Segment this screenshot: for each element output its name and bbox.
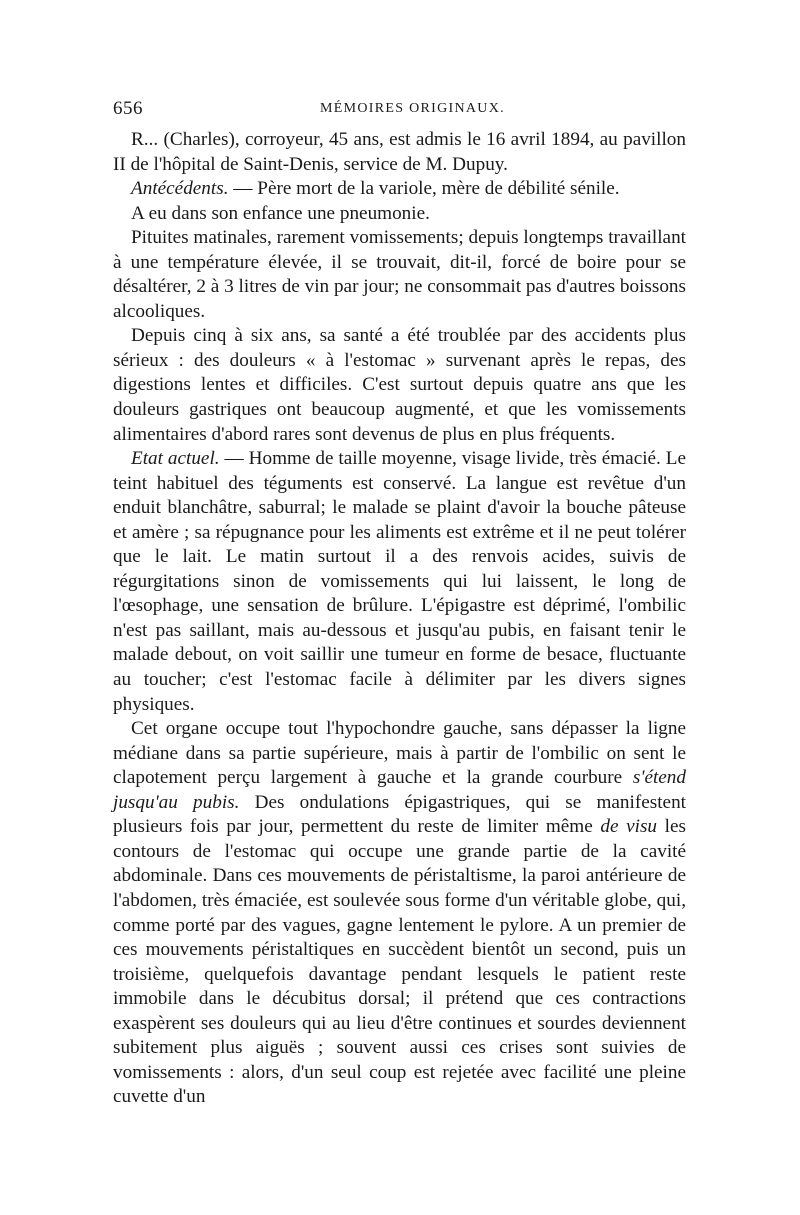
running-title: MÉMOIRES ORIGINAUX. xyxy=(320,101,505,116)
paragraph-text: Des ondulations épigastriques, qui se manifestent plusieurs fois par jour, permettent du reste de limiter même xyxy=(113,791,686,838)
paragraph-text: Pituites matinales, rarement vomissements; depuis longtemps travaillant à une température élevée, il se trouvait, dit-il, forcé de boire pour se désaltérer, 2 à 3 litres de vin par jour; ne consommait pas d'autres boissons alcooliques. xyxy=(113,227,686,322)
paragraph-text: R... (Charles), corroyeur, 45 ans, est admis le 16 avril 1894, au pavillon II de l'hôpital de Saint-Denis, service de M. Dupuy. xyxy=(113,129,686,175)
paragraph-text: Cet organe occupe tout l'hypochondre gauche, sans dépasser la ligne médiane dans sa partie supérieure, mais à partir de l'ombilic on sent le clapotement perçu largement à gauche et la grande courbure xyxy=(113,718,686,789)
emphasis-pubis: s'étend jusqu'au pubis. xyxy=(113,767,686,813)
paragraph-text: A eu dans son enfance une pneumonie. xyxy=(131,202,430,224)
paragraph-current-state xyxy=(113,447,686,717)
paragraph-stomach xyxy=(113,717,686,1110)
paragraph-text: — Père mort de la variole, mère de débilité sénile. xyxy=(228,178,620,200)
paragraph-text: les contours de l'estomac qui occupe une grande partie de la cavité abdominale. Dans ces mouvements de péristaltisme, la paroi antérieure de l'abdomen, très émaciée, est soulevée sous forme d'un véritable globe, qui, comme porté par des vagues, gagne lentement le pylore. A un premier de ces mouvements péristaltiques en succèdent bientôt un second, puis un troisième, quelquefois davantage pendant lesquels le patient reste immobile dans le décubitus dorsal; il prétend que ces contractions exaspèrent ses douleurs qui au lieu d'être continues et sourdes deviennent subitement plus aiguës ; souvent aussi ces crises sont suivies de vomissements : alors, d'un seul coup est rejetée avec facilité une pleine cuvette d'un xyxy=(113,816,686,1108)
section-lead-antecedents: Antécédents. xyxy=(131,178,229,200)
paragraph-text: — Homme de taille moyenne, visage livide, très émacié. Le teint habituel des téguments est conservé. La langue est revêtue d'un enduit blanchâtre, saburral; le malade se plaint d'avoir la bouche pâteuse et amère ; sa répugnance pour les aliments est extrême et il ne peut tolérer que le lait. Le matin surtout il a des renvois acides, suivis de régurgitations sinon de vomissements qui lui laissent, le long de l'œsophage, une sensation de brûlure. L'épigastre est déprimé, l'ombilic n'est pas saillant, mais au-dessous et jusqu'au pubis, en faisant tenir le malade debout, on voit saillir une tumeur en forme de besace, fluctuante au toucher; c'est l'estomac facile à délimiter par les divers signes physiques. xyxy=(113,448,687,715)
paragraph-habits xyxy=(113,226,686,324)
paragraph-childhood xyxy=(113,202,686,227)
paragraph-admission xyxy=(113,128,686,177)
paragraph-text: Depuis cinq à six ans, sa santé a été troublée par des accidents plus sérieux : des douleurs « à l'estomac » survenant après le repas, des digestions lentes et difficiles. C'est surtout depuis quatre ans que les douleurs gastriques ont beaucoup augmenté, et que les vomissements alimentaires d'abord rares sont devenus de plus en plus fréquents. xyxy=(113,325,686,445)
paragraph-history xyxy=(113,324,686,447)
paragraph-antecedents xyxy=(113,177,686,202)
page-number: 656 xyxy=(113,98,143,119)
body-text xyxy=(113,128,686,1110)
section-lead-current-state: Etat actuel. xyxy=(131,448,220,470)
page-header xyxy=(113,98,688,124)
emphasis-de-visu: de visu xyxy=(600,816,658,838)
